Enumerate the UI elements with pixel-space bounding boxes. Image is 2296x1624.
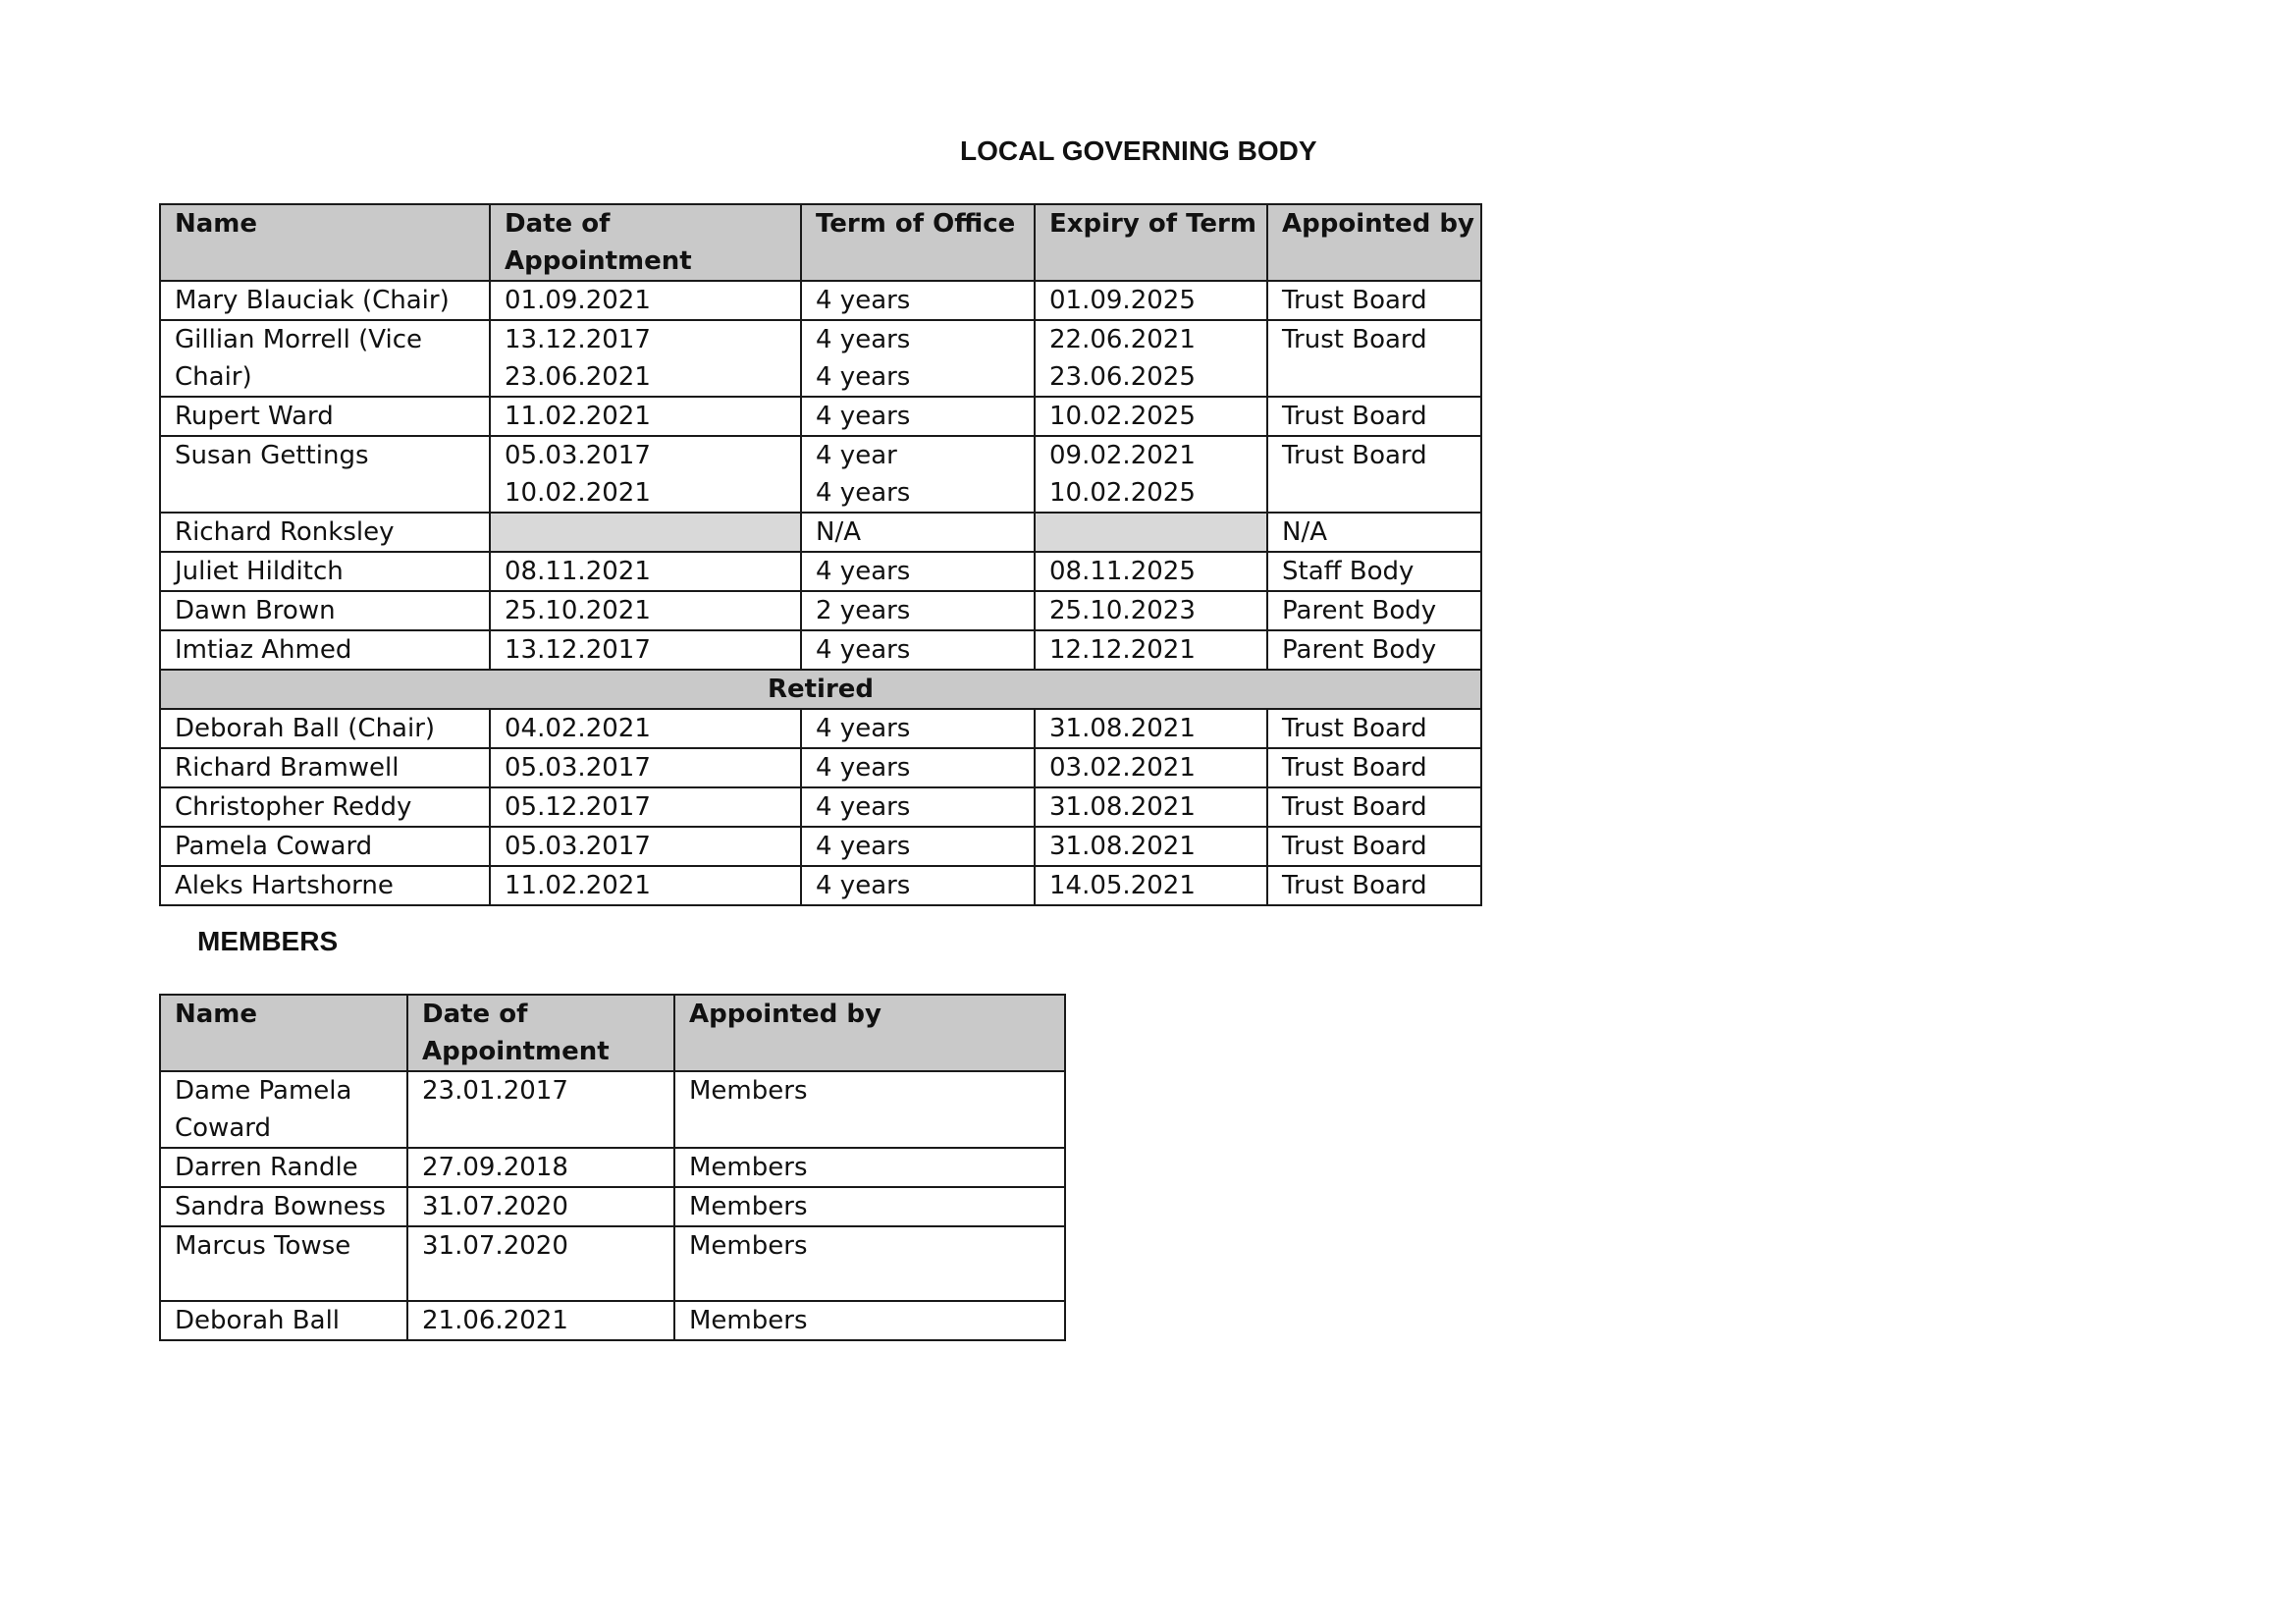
- cell-expiry-line: 22.06.2021: [1049, 325, 1196, 354]
- cell-term: 2 years: [801, 591, 1035, 630]
- cell-term: 4 years: [801, 866, 1035, 905]
- cell-term: 4 years: [801, 787, 1035, 827]
- header-expiry-of-term: Expiry of Term: [1035, 204, 1267, 281]
- retired-section-row: [160, 670, 1481, 709]
- cell-expiry: 14.05.2021: [1035, 866, 1267, 905]
- cell-date: 04.02.2021: [490, 709, 801, 748]
- table-row: [160, 397, 1481, 436]
- header-appointed-by: Appointed by: [674, 995, 1065, 1071]
- cell-expiry: 12.12.2021: [1035, 630, 1267, 670]
- cell-expiry-empty: [1035, 513, 1267, 552]
- cell-expiry: 31.08.2021: [1035, 787, 1267, 827]
- cell-name: Susan Gettings: [160, 436, 490, 513]
- cell-name: Sandra Bowness: [160, 1187, 407, 1226]
- table-row: [160, 513, 1481, 552]
- cell-term-line: 4 years: [816, 478, 911, 508]
- cell-date: 31.07.2020: [407, 1226, 674, 1301]
- cell-expiry: [1035, 436, 1267, 513]
- cell-date: 21.06.2021: [407, 1301, 674, 1340]
- cell-name: Marcus Towse: [160, 1226, 407, 1301]
- cell-term-line: 4 years: [816, 362, 911, 392]
- cell-name: Dame Pamela Coward: [160, 1071, 407, 1148]
- cell-name: Richard Bramwell: [160, 748, 490, 787]
- table-row: [160, 552, 1481, 591]
- header-name: Name: [160, 995, 407, 1071]
- cell-name: Dawn Brown: [160, 591, 490, 630]
- cell-date: [490, 436, 801, 513]
- cell-term: N/A: [801, 513, 1035, 552]
- cell-expiry: 03.02.2021: [1035, 748, 1267, 787]
- cell-name: Deborah Ball: [160, 1301, 407, 1340]
- cell-term-line: 4 years: [816, 325, 911, 354]
- cell-name: Gillian Morrell (Vice Chair): [160, 320, 490, 397]
- cell-appointed-by: Members: [674, 1187, 1065, 1226]
- cell-expiry: 25.10.2023: [1035, 591, 1267, 630]
- header-date-of-appointment: Date of Appointment: [407, 995, 674, 1071]
- cell-term: [801, 320, 1035, 397]
- cell-date: 05.03.2017: [490, 748, 801, 787]
- cell-date: 27.09.2018: [407, 1148, 674, 1187]
- cell-appointed-by: Parent Body: [1267, 591, 1481, 630]
- cell-appointed-by: Staff Body: [1267, 552, 1481, 591]
- cell-term: [801, 436, 1035, 513]
- cell-date: [490, 320, 801, 397]
- cell-expiry: 01.09.2025: [1035, 281, 1267, 320]
- cell-name: Imtiaz Ahmed: [160, 630, 490, 670]
- cell-expiry: 10.02.2025: [1035, 397, 1267, 436]
- table-row: [160, 748, 1481, 787]
- table-row: [160, 1226, 1065, 1301]
- cell-term: 4 years: [801, 552, 1035, 591]
- cell-term: 4 years: [801, 827, 1035, 866]
- cell-date-line: 13.12.2017: [505, 325, 651, 354]
- cell-date: 31.07.2020: [407, 1187, 674, 1226]
- cell-date: 05.03.2017: [490, 827, 801, 866]
- cell-date-line: 05.03.2017: [505, 441, 651, 470]
- table-row: [160, 630, 1481, 670]
- retired-label: Retired: [160, 670, 1481, 709]
- cell-appointed-by: Trust Board: [1267, 866, 1481, 905]
- table-row: [160, 591, 1481, 630]
- cell-name: Deborah Ball (Chair): [160, 709, 490, 748]
- cell-term: 4 years: [801, 748, 1035, 787]
- cell-appointed-by: Trust Board: [1267, 709, 1481, 748]
- cell-appointed-by: Trust Board: [1267, 827, 1481, 866]
- cell-date-empty: [490, 513, 801, 552]
- local-governing-body-title: LOCAL GOVERNING BODY: [960, 135, 1317, 166]
- cell-name: Rupert Ward: [160, 397, 490, 436]
- cell-term: 4 years: [801, 709, 1035, 748]
- cell-appointed-by: Trust Board: [1267, 397, 1481, 436]
- cell-expiry: 08.11.2025: [1035, 552, 1267, 591]
- cell-term: 4 years: [801, 397, 1035, 436]
- table-row: [160, 436, 1481, 513]
- members-table: [159, 994, 1066, 1341]
- cell-term: 4 years: [801, 630, 1035, 670]
- cell-name: Pamela Coward: [160, 827, 490, 866]
- cell-appointed-by: Members: [674, 1071, 1065, 1148]
- local-governing-body-table: [159, 203, 1482, 906]
- cell-expiry-line: 10.02.2025: [1049, 478, 1196, 508]
- cell-date: 11.02.2021: [490, 866, 801, 905]
- cell-appointed-by: Trust Board: [1267, 748, 1481, 787]
- cell-name: Darren Randle: [160, 1148, 407, 1187]
- cell-date-line: 23.06.2021: [505, 362, 651, 392]
- cell-expiry: [1035, 320, 1267, 397]
- cell-expiry: 31.08.2021: [1035, 827, 1267, 866]
- table-header-row: [160, 995, 1065, 1071]
- cell-date: 13.12.2017: [490, 630, 801, 670]
- header-term-of-office: Term of Office: [801, 204, 1035, 281]
- cell-appointed-by: Members: [674, 1148, 1065, 1187]
- cell-name: Christopher Reddy: [160, 787, 490, 827]
- cell-date: 05.12.2017: [490, 787, 801, 827]
- table-row: [160, 827, 1481, 866]
- cell-appointed-by: Members: [674, 1301, 1065, 1340]
- cell-expiry-line: 09.02.2021: [1049, 441, 1196, 470]
- header-name: Name: [160, 204, 490, 281]
- table-row: [160, 1187, 1065, 1226]
- table-row: [160, 1148, 1065, 1187]
- cell-date: 08.11.2021: [490, 552, 801, 591]
- cell-appointed-by: Trust Board: [1267, 281, 1481, 320]
- cell-date-line: 10.02.2021: [505, 478, 651, 508]
- table-header-row: [160, 204, 1481, 281]
- cell-expiry: 31.08.2021: [1035, 709, 1267, 748]
- table-row: [160, 709, 1481, 748]
- cell-appointed-by: Parent Body: [1267, 630, 1481, 670]
- cell-appointed-by: N/A: [1267, 513, 1481, 552]
- cell-date: 01.09.2021: [490, 281, 801, 320]
- header-date-of-appointment: Date of Appointment: [490, 204, 801, 281]
- header-appointed-by: Appointed by: [1267, 204, 1481, 281]
- cell-expiry-line: 23.06.2025: [1049, 362, 1196, 392]
- table-row: [160, 1301, 1065, 1340]
- cell-appointed-by: Members: [674, 1226, 1065, 1301]
- cell-appointed-by: Trust Board: [1267, 787, 1481, 827]
- table-row: [160, 866, 1481, 905]
- cell-name: Richard Ronksley: [160, 513, 490, 552]
- cell-name: Mary Blauciak (Chair): [160, 281, 490, 320]
- cell-date: 23.01.2017: [407, 1071, 674, 1148]
- cell-name: Aleks Hartshorne: [160, 866, 490, 905]
- table-row: [160, 320, 1481, 397]
- cell-appointed-by: Trust Board: [1267, 320, 1481, 397]
- table-row: [160, 281, 1481, 320]
- cell-term: 4 years: [801, 281, 1035, 320]
- cell-term-line: 4 year: [816, 441, 897, 470]
- cell-date: 25.10.2021: [490, 591, 801, 630]
- table-row: [160, 1071, 1065, 1148]
- members-title: MEMBERS: [197, 926, 339, 956]
- table-row: [160, 787, 1481, 827]
- cell-name: Juliet Hilditch: [160, 552, 490, 591]
- cell-date: 11.02.2021: [490, 397, 801, 436]
- cell-appointed-by: Trust Board: [1267, 436, 1481, 513]
